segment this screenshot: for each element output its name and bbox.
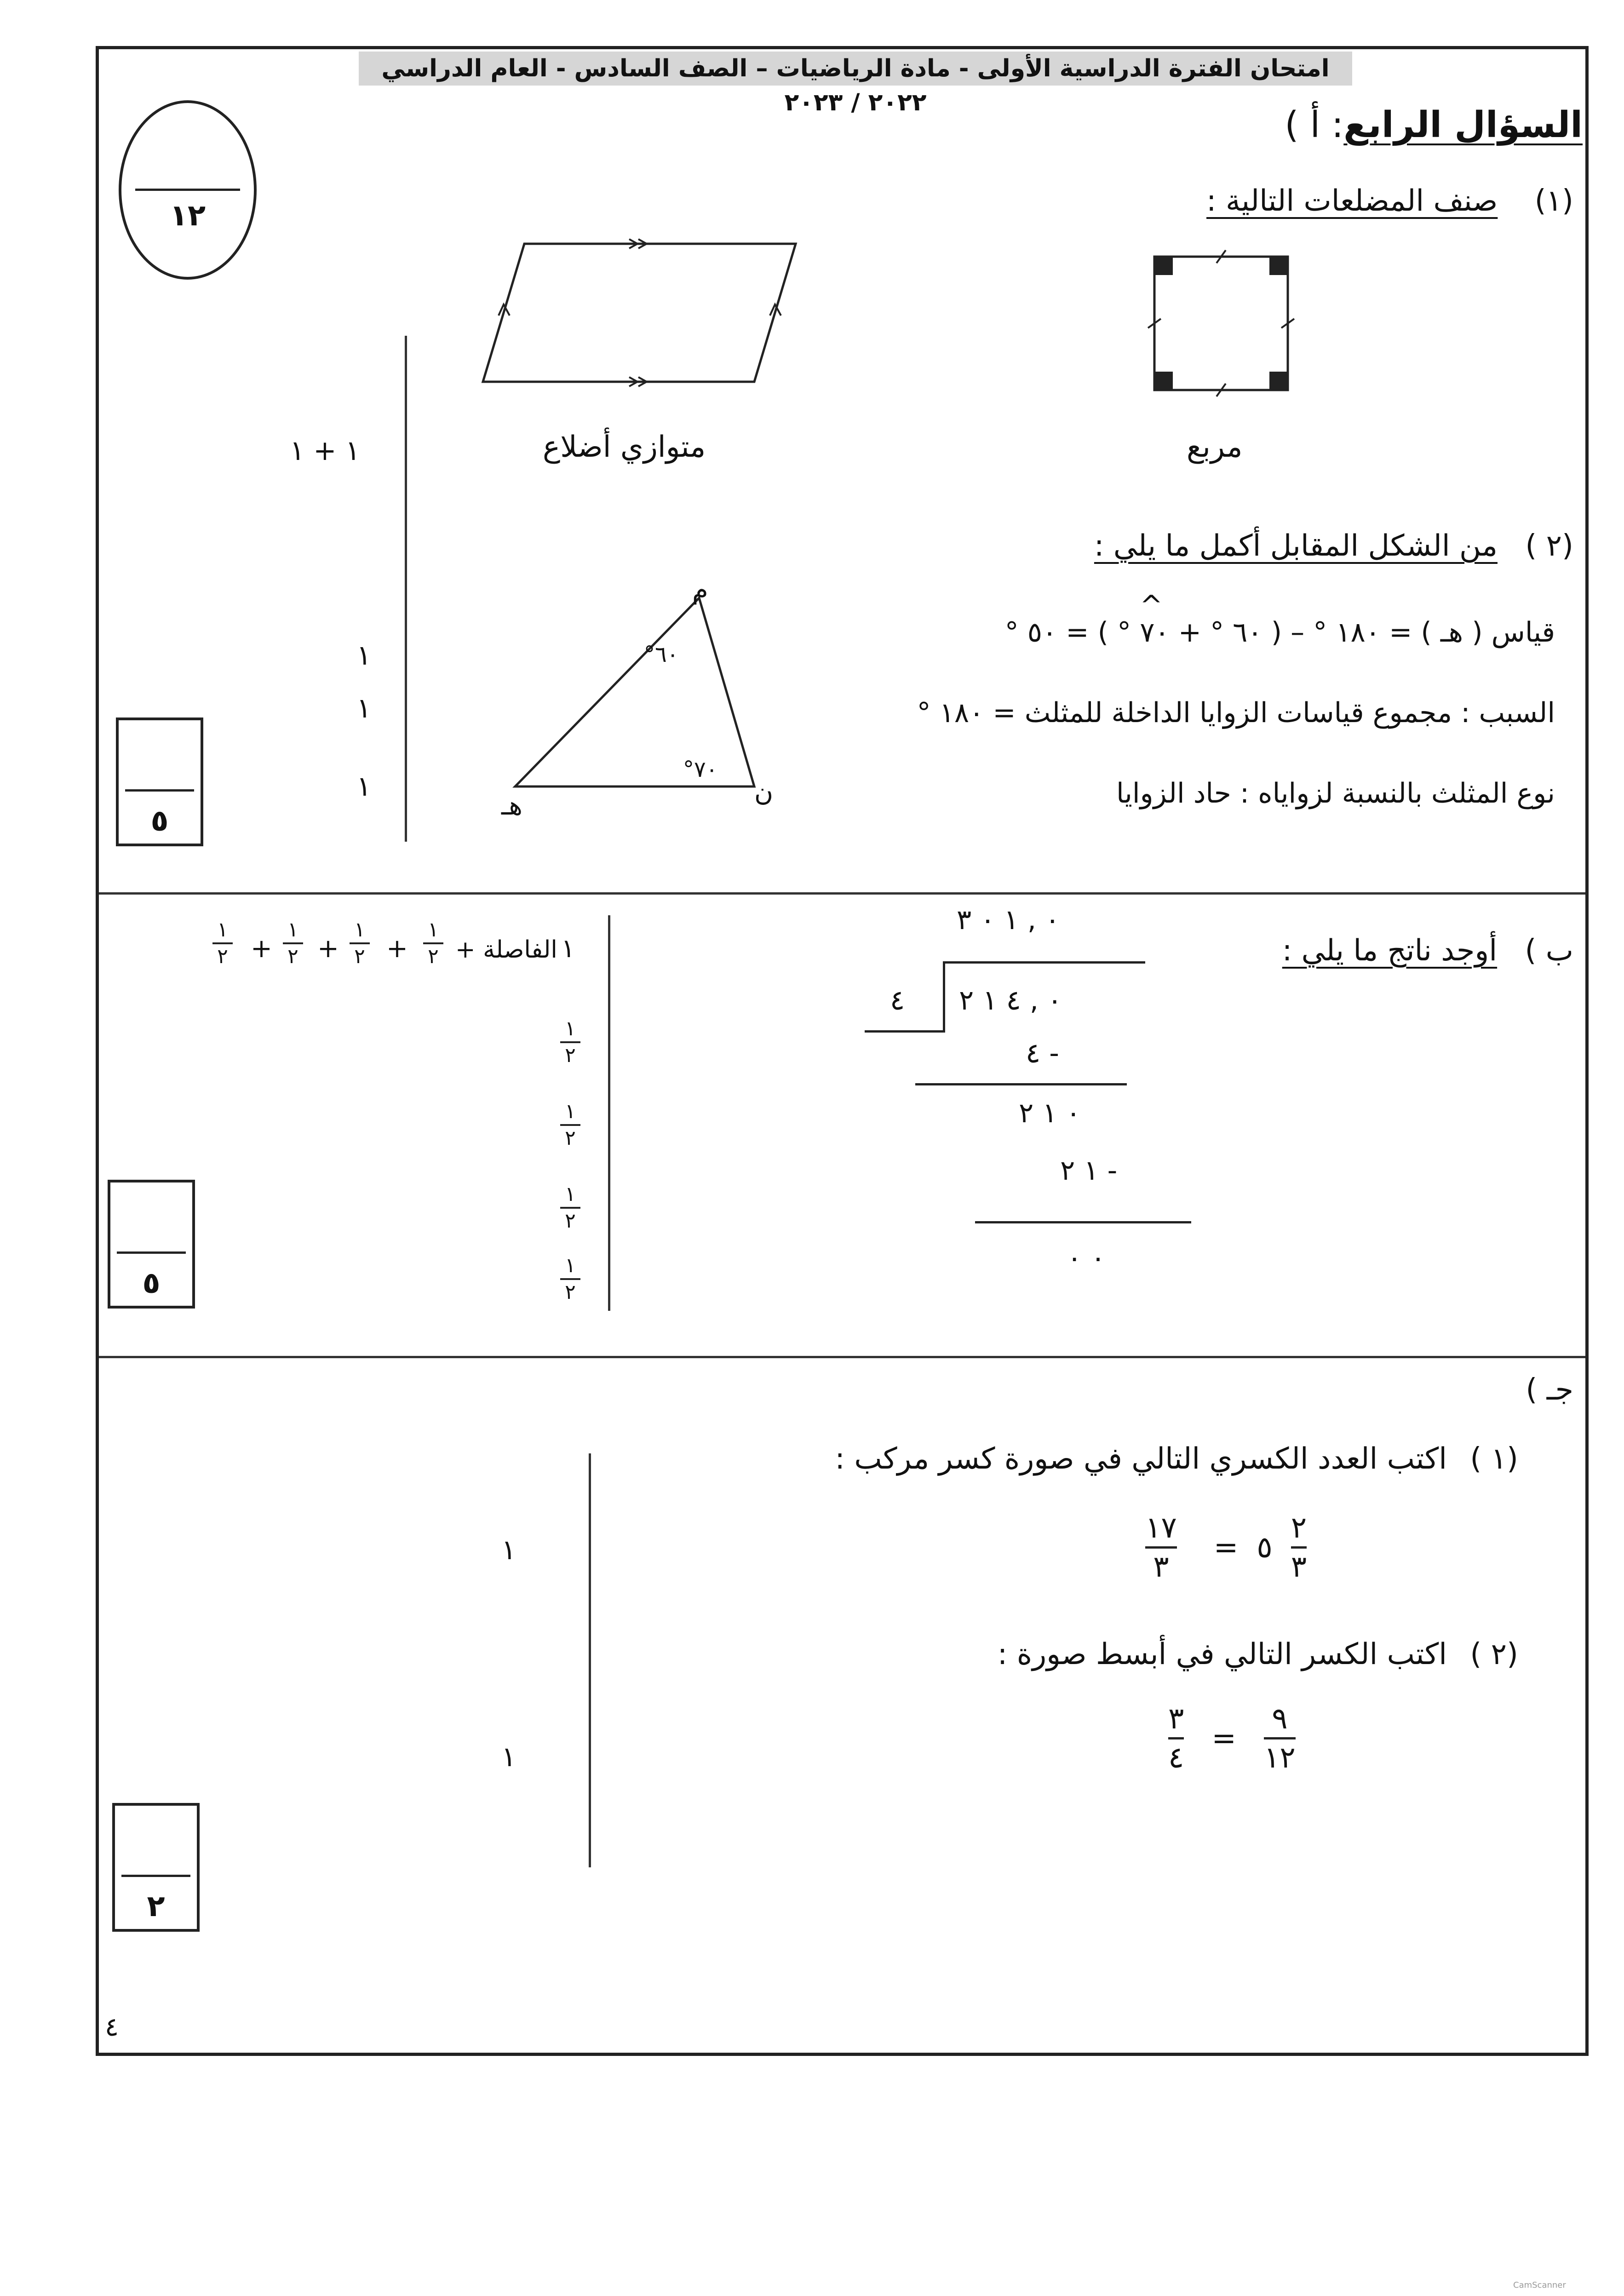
c-q2-prompt: اكتب الكسر التالي في أبسط صورة : [997, 1637, 1447, 1671]
division-quotient: ٠ , ١ ٠ ٣ [957, 904, 1060, 936]
total-score: ١٢ [169, 199, 206, 233]
total-score-oval [119, 100, 257, 280]
half-frac: ١ ٢ [212, 920, 233, 967]
q1-prompt: صنف المضلعات التالية : [1206, 184, 1498, 218]
c-q2-answer-fraction: ٣ ٤ [1168, 1702, 1184, 1775]
division-step3: ١ ٢ - [1060, 1154, 1118, 1187]
part-c-score-box [112, 1803, 200, 1932]
marks-divider-c [589, 1453, 591, 1867]
c-q1-expression [1145, 1513, 1307, 1582]
half-mark-1: ١ ٢ [560, 1019, 580, 1066]
vertex-right: ن [754, 777, 774, 807]
half-frac: ١ ٢ [283, 920, 303, 967]
division-bracket [943, 961, 945, 1033]
q2-prompt: من الشكل المقابل أكمل ما يلي : [1094, 529, 1498, 563]
c-q1-number: (١ ) [1470, 1442, 1518, 1476]
half-frac: ١ ٢ [350, 920, 370, 967]
question-title: السؤال الرابع [1343, 104, 1583, 146]
q1-line [1206, 184, 1573, 218]
division-step4: ٠ ٠ [1067, 1242, 1106, 1274]
q2-line1: قياس ( هـ ) = ١٨٠ ° – ( ٦٠ ° + ٧٠ ° ) = ٥٠ ° [1004, 616, 1555, 649]
q2-mark-3: ١ [356, 770, 372, 803]
c-q2-expression [1168, 1704, 1296, 1773]
c-q1-prompt: اكتب العدد الكسري التالي في صورة كسر مركب : [835, 1442, 1447, 1476]
hat-symbol: ^ [1140, 590, 1163, 622]
division-divisor: ٤ [890, 984, 905, 1016]
marks-one: ١ [561, 934, 575, 964]
score-divider [135, 189, 240, 191]
section-divider-ab [99, 892, 1585, 895]
page-frame [96, 46, 1589, 2056]
half-frac: ١ ٢ [423, 920, 443, 967]
plus-sign: + [251, 934, 272, 964]
q2-mark-2: ١ [356, 692, 372, 724]
vertex-top: م [692, 575, 708, 605]
score-divider [121, 1875, 190, 1877]
page-number: ٤ [105, 2012, 119, 2042]
angle-top: °٦٠ [644, 642, 679, 667]
marks-comma: الفاصلة + [455, 936, 557, 964]
division-step1: ٤ - [1026, 1037, 1059, 1069]
marks-divider-a [405, 336, 407, 842]
vertex-left: هـ [501, 791, 522, 821]
equals-sign: = [1211, 1721, 1236, 1756]
exam-header: امتحان الفترة الدراسية الأولى - مادة الرياضيات – الصف السادس - العام الدراسي ٢٠٢٢ / ٢٠٢٣ [359, 52, 1352, 86]
q2-line3: نوع المثلث بالنسبة لزواياه : حاد الزوايا [1116, 777, 1555, 809]
part-b-score: ٥ [142, 1266, 161, 1300]
square-figure [1145, 252, 1297, 399]
parallelogram-figure [474, 239, 805, 391]
part-a-score: ٥ [150, 804, 169, 838]
score-divider [125, 789, 194, 792]
plus-sign: + [386, 934, 408, 964]
half-mark-2: ١ ٢ [560, 1102, 580, 1148]
part-b-line [1282, 934, 1573, 968]
c-q1-answer-fraction: ١٧ ٣ [1145, 1511, 1177, 1584]
score-divider [117, 1251, 186, 1254]
c-q1-line [835, 1442, 1518, 1476]
c-q2-number: (٢ ) [1470, 1637, 1518, 1671]
angle-right: °٧٠ [683, 757, 718, 782]
division-dividend: ٠ , ٤ ١ ٢ [959, 984, 1062, 1016]
marks-divider-b [608, 915, 610, 1311]
section-divider-bc [99, 1356, 1585, 1358]
q2-line2: السبب : مجموع قياسات الزوايا الداخلة للمثلث = ١٨٠ ° [917, 697, 1555, 729]
equals-sign: = [1213, 1530, 1239, 1565]
q2-number: (٢ ) [1525, 529, 1573, 563]
part-b-score-box [108, 1180, 195, 1309]
parallelogram-label: متوازي أضلاع [543, 430, 706, 464]
q1-number: (١) [1534, 184, 1573, 218]
part-a-score-box [116, 718, 203, 846]
plus-sign: + [317, 934, 339, 964]
part-c-label: جـ ) [1526, 1373, 1573, 1407]
question-heading [1285, 102, 1583, 148]
c-q2-mark: ١ [501, 1741, 516, 1773]
c-q1-whole: ٥ [1257, 1530, 1273, 1565]
half-mark-3: ١ ٢ [560, 1184, 580, 1231]
division-step2: ٠ ١ ٢ [1019, 1097, 1081, 1129]
q2-line [1094, 529, 1573, 563]
part-b-label: ب ) [1525, 934, 1573, 968]
question-suffix: : أ ) [1285, 104, 1344, 146]
half-mark-4: ١ ٢ [560, 1256, 580, 1303]
division-bar [943, 961, 1145, 964]
scanner-watermark: CamScanner [1513, 2280, 1566, 2290]
part-c-score: ٢ [147, 1889, 165, 1923]
part-b-prompt: أوجد ناتج ما يلي : [1282, 934, 1498, 968]
c-q1-fraction: ٢ ٣ [1291, 1511, 1307, 1584]
q2-mark-1: ١ [356, 639, 372, 672]
division-line1 [915, 1083, 1127, 1085]
square-label: مربع [1187, 430, 1243, 464]
q1-marks: ١ + ١ [290, 435, 360, 467]
c-q2-line [998, 1637, 1518, 1671]
divisor-underline [865, 1030, 945, 1033]
c-q1-mark: ١ [501, 1534, 516, 1566]
c-q2-fraction: ٩ ١٢ [1264, 1702, 1296, 1775]
division-line2 [975, 1221, 1191, 1223]
triangle-figure [497, 589, 773, 819]
